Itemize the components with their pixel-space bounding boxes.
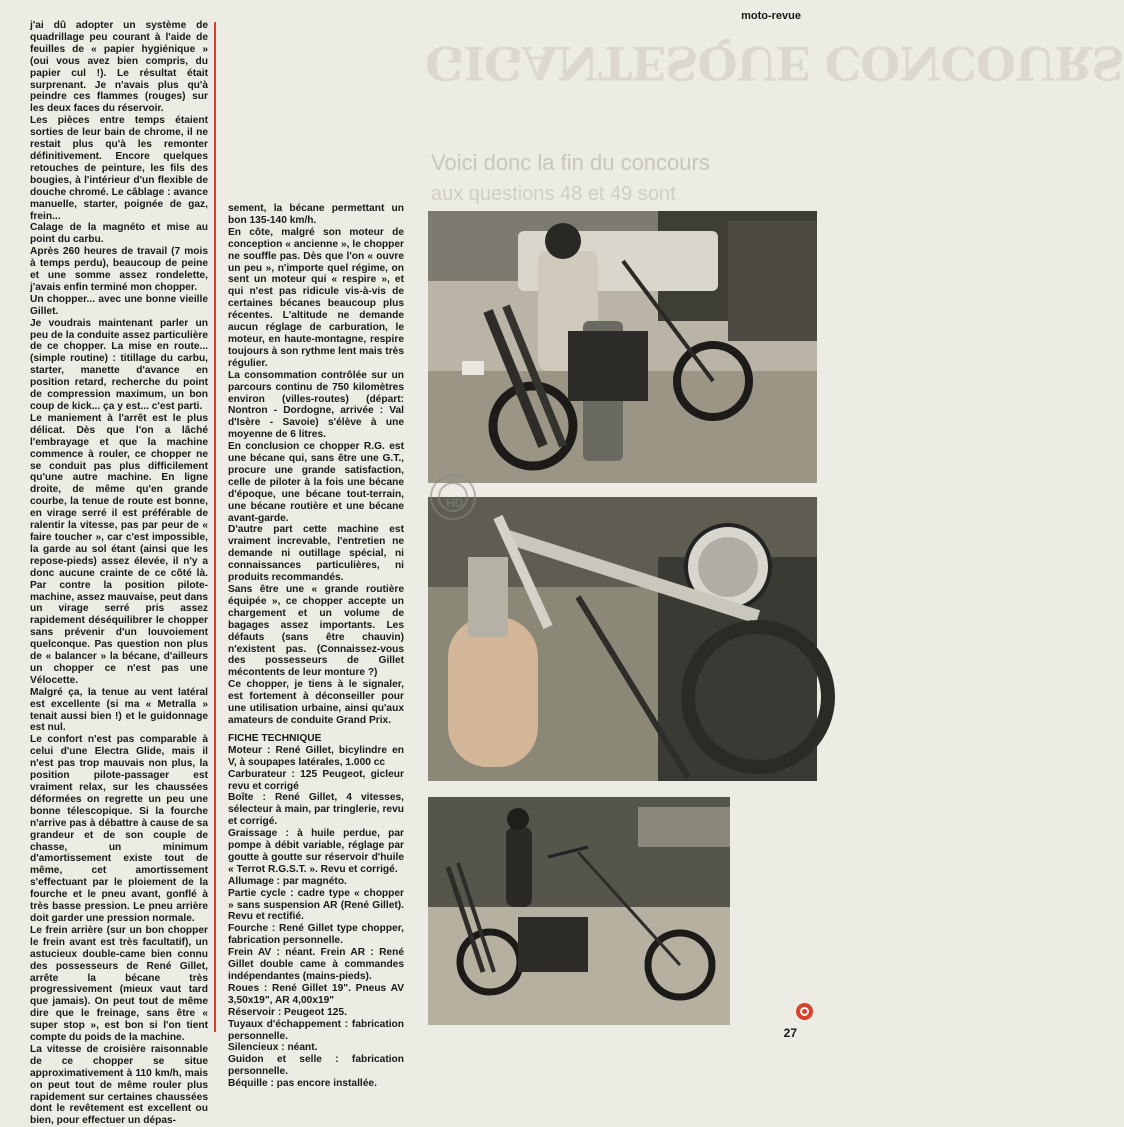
spec-line: Graissage : à huile perdue, par pompe à débit variable, réglage par goutte à goutte sur réservoir d'huile « Terrot R.G.S.T. ». Revu et corrigé. — [228, 828, 404, 875]
spec-line: Réservoir : Peugeot 125. — [228, 1006, 347, 1018]
spec-line: Boîte : René Gillet, 4 vitesses, sélecteur à main, par tringlerie, revu et corrigé. — [228, 792, 404, 828]
magazine-logo-icon — [796, 1003, 813, 1020]
spec-line: Frein AV : néant. Frein AR : René Gillet double came à commandes indépendantes (mains-pieds). — [228, 947, 404, 982]
spec-line: Carburateur : 125 Peugeot, gicleur revu et corrigé — [228, 768, 404, 792]
bleed-line-1: Voici donc la fin du concours — [431, 150, 710, 175]
spec-line: Partie cycle : cadre type « chopper » sans suspension AR (René Gillet). Revu et rectifié. — [228, 887, 404, 923]
bleed-through-text — [413, 28, 1124, 208]
column-divider-rule — [214, 22, 216, 1032]
paragraph: En côte, malgré son moteur de conception « ancienne », le chopper ne souffle pas. Dès que l'on « ouvre un peu », n'importe quel régime, on sent un moteur qui « respire », et qui n'est pas ridicule vis-à-vis de certaines bécanes beaucoup plus récentes. L'altitude ne demande aucun réglage de carburation, le moteur, en haute-montagne, respire toujours à son rythme lent mais très régulier. — [228, 226, 404, 369]
bleed-line-2: aux questions 48 et 49 sont — [431, 183, 676, 205]
photo-handlebar-closeup — [428, 497, 817, 781]
paragraph: Sans être une « grande routière équipée », ce chopper accepte un chargement et un volume de bagages assez importants. Les défauts (sans être chauvin) n'existent pas. (Connaissez-vous des possesseurs de Gillet mécontents de leur monture ?) — [228, 584, 404, 679]
article-column-1 — [30, 20, 208, 1127]
paragraph: Après 260 heures de travail (7 mois à temps perdu), beaucoup de peine et une somme assez rondelette, j'avais enfin terminé mon chopper. — [30, 246, 208, 293]
bleed-headline: GIGANTESQUE CONCOURS — [425, 36, 1124, 90]
paragraph: La consommation contrôlée sur un parcours continu de 750 kilomètres environ (villes-routes) (départ: Nontron - Dordogne, arrivée : Val d'Isère - Savoie) s'élève à une moyenne de 6 litres. — [228, 369, 404, 441]
spec-line: Allumage : par magnéto. — [228, 875, 347, 887]
paragraph: Le maniement à l'arrêt est le plus délicat. Dès que l'on a lâché l'embrayage et que la machine commence à rouler, ce chopper ne se conduit pas plus difficilement qu'une autre machine. En ligne droite, de même qu'en grande courbe, la tenue de route est bonne, en virage serré il est préférable de ralentir la vitesse, pas par peur de « faire toucher », car c'est impossible, la garde au sol étant (ainsi que les repose-pieds) assez élevée, il n'y a donc aucune crainte de ce côté là. Par contre la position pilote-machine, assez mauvaise, peut dans un virage serré pris assez rapidement déséquilibrer le chopper sans prévenir d'un louvoiement quelconque. Pas question non plus de « balancer » la bécane, d'ailleurs un chopper ce n'est pas une Vélocette. — [30, 412, 208, 686]
paragraph: Le frein arrière (sur un bon chopper le frein avant est très facultatif), un astucieux double-came bien connu des possesseurs de René Gillet, arrête la bécane très progressivement (mieux vaut tard que jamais). On peut tout de même dire que le freinage, sans être « super stop », est bon si l'on tient compte du poids de la machine. — [30, 924, 208, 1044]
article-column-2 — [228, 203, 404, 1090]
paragraph: Ce chopper, je tiens à le signaler, est fortement à déconseiller pour une utilisation urbaine, ainsi qu'aux amateurs de conduite Grand Prix. — [228, 679, 404, 726]
magazine-name: moto-revue — [741, 10, 801, 22]
paragraph: Le confort n'est pas comparable à celui d'une Electra Glide, mais il n'est pas trop mauvais non plus, la position pilote-passager est vraiment relax, sur les chaussées déformées on regrette un peu une bonne télescopique. Si la fourche n'arrive pas à débattre à cause de sa grandeur et de son couple de chasse, un minimum d'amortissement existe tout de même, cet amortissement s'effectuant par le ploiement de la fourche et le pneu avant, gonflé à très basse pression. Le pneu arrière doit garder une pression normale. — [30, 734, 208, 924]
watermark-text: HD — [446, 496, 464, 510]
spec-line: Roues : René Gillet 19". Pneus AV 3,50x19", AR 4,00x19" — [228, 982, 404, 1006]
paragraph: j'ai dû adopter un système de quadrillage peu courant à l'aide de feuilles de « papier hygiénique » (oui vous avez bien compris, du papier cul !). Le résultat était surprenant. Je n'avais plus qu'à peindre ces flammes (rouges) sur les deux faces du réservoir. — [30, 20, 208, 115]
fiche-technique-title: FICHE TECHNIQUE — [228, 732, 322, 744]
paragraph: sement, la bécane permettant un bon 135-140 km/h. — [228, 203, 404, 226]
spec-line: Silencieux : néant. — [228, 1042, 318, 1054]
spec-line: Béquille : pas encore installée. — [228, 1078, 377, 1090]
spec-line: Moteur : René Gillet, bicylindre en V, à soupapes latérales, 1.000 cc — [228, 744, 404, 768]
paragraph: La vitesse de croisière raisonnable de ce chopper se situe approximativement à 110 km/h, mais on peut tout de même rouler plus rapidement sur certaines chaussées dont le revêtement est excellent ou bien, pour effectuer un dépas- — [30, 1043, 208, 1127]
paragraph: D'autre part cette machine est vraiment increvable, l'entretien ne demande ni outillage spécial, ni connaissances particulières, ni produits recommandés. — [228, 524, 404, 584]
photo-rider-on-chopper — [428, 211, 817, 483]
spec-line: Fourche : René Gillet type chopper, fabrication personnelle. — [228, 923, 404, 947]
paragraph: En conclusion ce chopper R.G. est une bécane qui, sans être une G.T., procure une grande satisfaction, celle de piloter à la fois une bécane d'époque, une bécane tout-terrain, une bécane routière et une bécane avant-garde. — [228, 441, 404, 524]
paragraph: Je voudrais maintenant parler un peu de la conduite assez particulière de ce chopper. La mise en route... (simple routine) : titillage du carbu, starter, manette d'avance en position retard, recherche du point de compression maximum, un bon coup de kick... ça y est... c'est parti. — [30, 317, 208, 412]
paragraph: Les pièces entre temps étaient sorties de leur bain de chrome, il ne restait plus qu'à les remonter définitivement. Encore quelques retouches de peinture, les fils des bougies, à l'intérieur d'un flexible de douche chromé. Le câblage : avance manuelle, starter, poignée de gaz, frein... — [30, 115, 208, 222]
page-number: 27 — [783, 1026, 797, 1040]
watermark — [426, 470, 480, 524]
paragraph: Un chopper... avec une bonne vieille Gillet. — [30, 293, 208, 317]
paragraph: Calage de la magnéto et mise au point du carbu. — [30, 222, 208, 246]
photo-chopper-side-view — [428, 797, 730, 1025]
paragraph: Malgré ça, la tenue au vent latéral est excellente (si ma « Metralla » tenait aussi bien !) et le guidonnage est nul. — [30, 686, 208, 734]
spec-line: Guidon et selle : fabrication personnelle. — [228, 1054, 404, 1078]
spec-line: Tuyaux d'échappement : fabrication personnelle. — [228, 1018, 404, 1042]
